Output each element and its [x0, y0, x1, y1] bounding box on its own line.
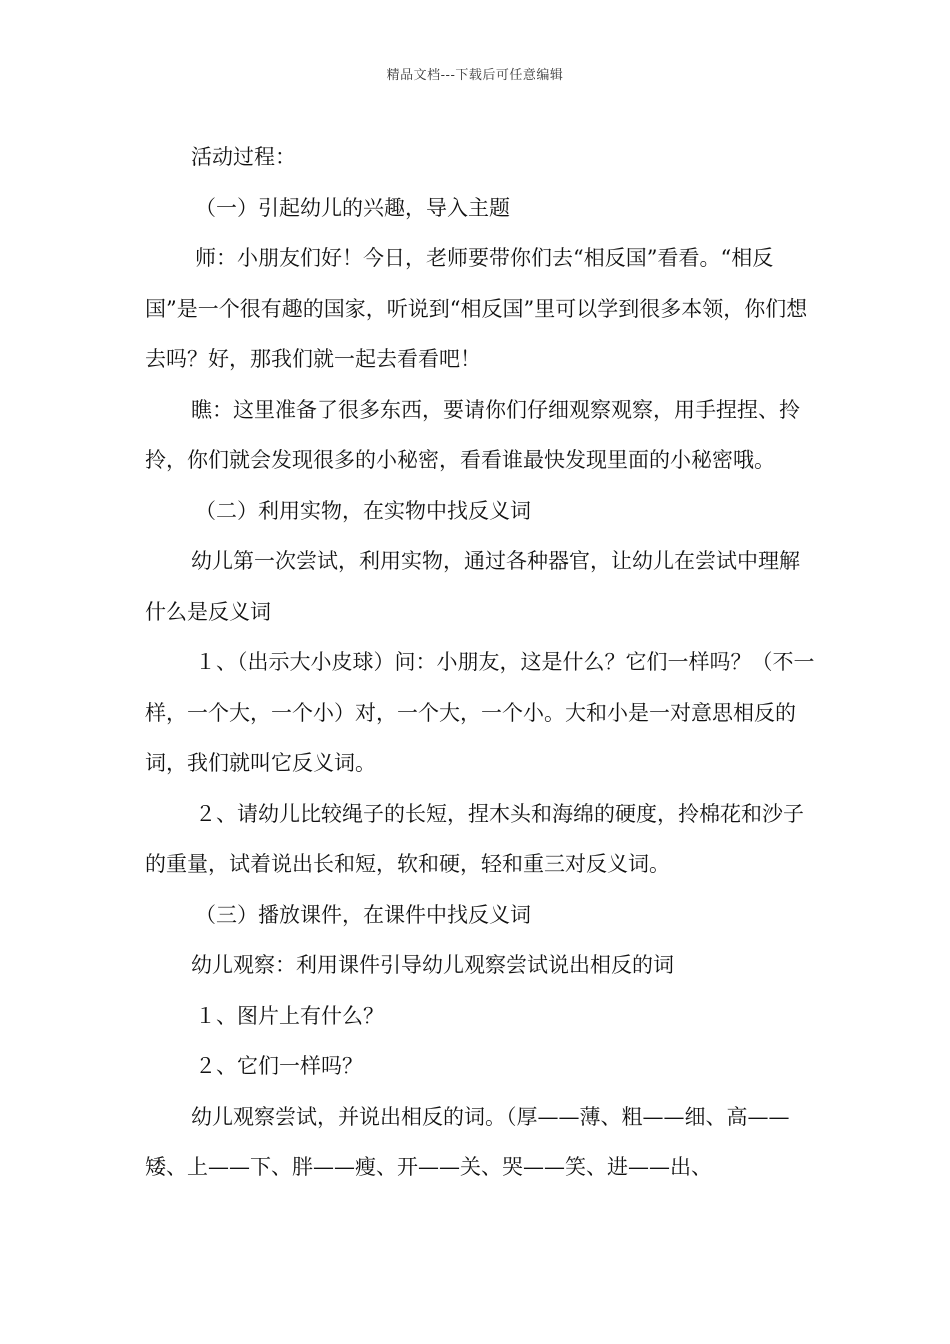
paragraph-section-one-heading: （一）引起幼儿的兴趣，导入主题: [195, 195, 510, 220]
paragraph-activity-process: 活动过程：: [191, 145, 296, 169]
paragraph-question-two: ２、它们一样吗？: [195, 1054, 363, 1078]
paragraph-section-two-heading: （二）利用实物，在实物中找反义词: [195, 498, 531, 523]
paragraph-child-observation: 幼儿观察：利用课件引导幼儿观察尝试说出相反的词: [191, 953, 674, 977]
document-body: [145, 132, 815, 1193]
paragraph-item-two-compare: ２、请幼儿比较绳子的长短，捏木头和海绵的硬度，拎棉花和沙子的重量，试着说出长和短，软和硬，轻和重三对反义词。: [145, 801, 804, 876]
paragraph-teacher-intro: 师：小朋友们好！今日，老师要带你们去“相反国”看看。“相反国”是一个很有趣的国家，听说到“相反国”里可以学到很多本领，你们想去吗？好，那我们就一起去看看吧！: [145, 246, 808, 371]
paragraph-first-attempt: 幼儿第一次尝试，利用实物，通过各种器官，让幼儿在尝试中理解什么是反义词: [145, 549, 800, 624]
paragraph-look-instruction: 瞧：这里准备了很多东西，要请你们仔细观察观察，用手捏捏、拎拎，你们就会发现很多的小秘密，看看谁最快发现里面的小秘密哦。: [145, 397, 800, 472]
page-header: 精品文档---下载后可任意编辑: [386, 68, 564, 83]
paragraph-item-one-balls: １、（出示大小皮球）问：小朋友，这是什么？它们一样吗？（不一样，一个大，一个小）对，一个大，一个小。大和小是一对意思相反的词，我们就叫它反义词。: [145, 650, 815, 775]
paragraph-question-one: １、图片上有什么？: [195, 1003, 384, 1028]
paragraph-antonym-list: 幼儿观察尝试，并说出相反的词。（厚——薄、粗——细、高——矮、上——下、胖——瘦、开——关、哭——笑、进——出、: [145, 1104, 790, 1179]
paragraph-section-three-heading: （三）播放课件，在课件中找反义词: [195, 902, 531, 927]
